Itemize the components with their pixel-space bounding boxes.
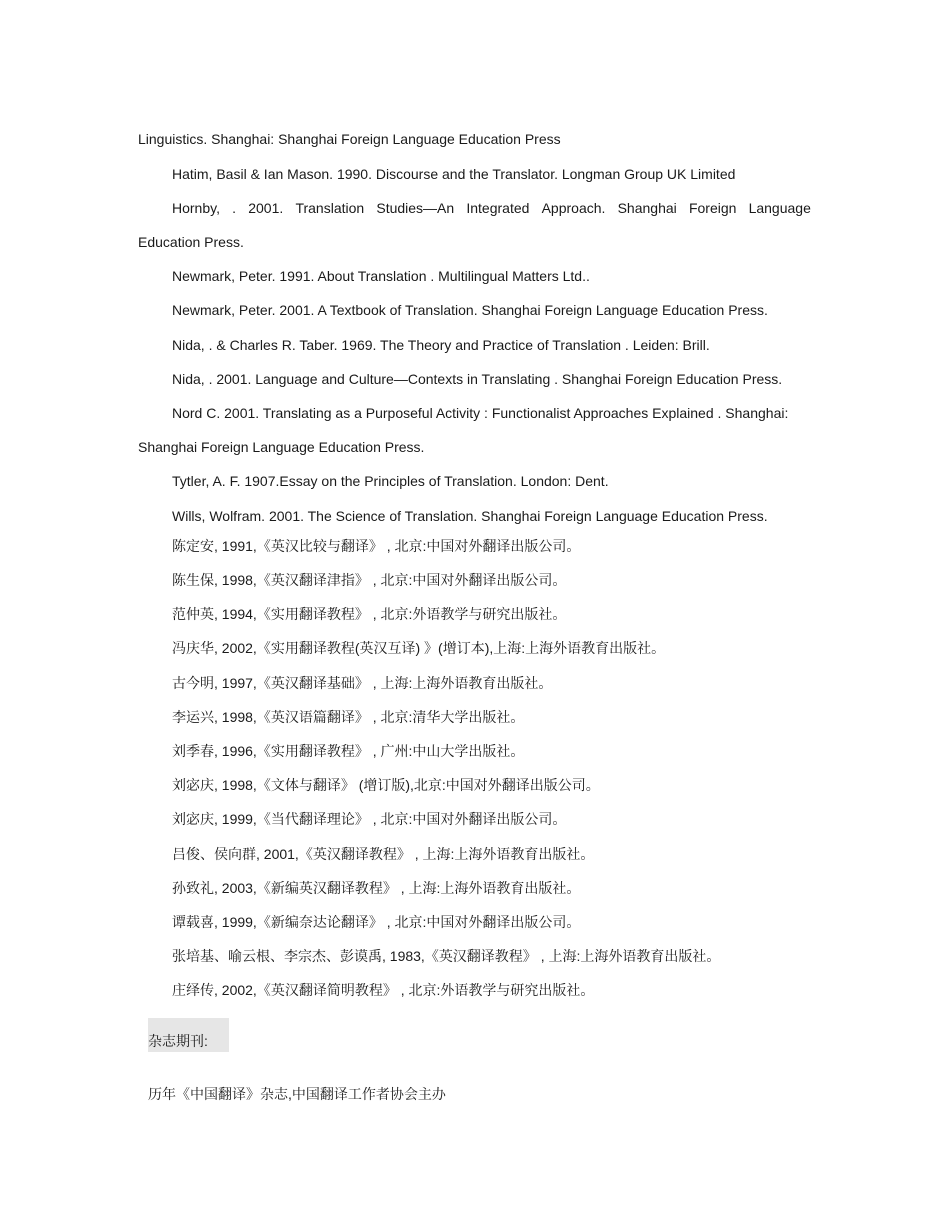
reference-cn-line: 冯庆华, 2002,《实用翻译教程(英汉互译) 》(增订本),上海:上海外语教育出版社。 — [172, 640, 666, 656]
reference-cn-line: 陈定安, 1991,《英汉比较与翻译》 , 北京:中国对外翻译出版公司。 — [172, 538, 581, 554]
reference-cn-line: 张培基、喻云根、李宗杰、彭谟禹, 1983,《英汉翻译教程》 , 上海:上海外语教育出版社。 — [172, 948, 721, 964]
reference-cn-line: 庄绎传, 2002,《英汉翻译简明教程》 , 北京:外语教学与研究出版社。 — [172, 982, 595, 998]
reference-en-line: Nord C. 2001. Translating as a Purposeful Activity : Functionalist Approaches Explained . Shanghai: — [172, 405, 789, 421]
reference-en-line: Education Press. — [138, 234, 244, 250]
reference-cn-line: 孙致礼, 2003,《新编英汉翻译教程》 , 上海:上海外语教育出版社。 — [172, 880, 581, 896]
reference-cn-line: 刘季春, 1996,《实用翻译教程》 , 广州:中山大学出版社。 — [172, 743, 525, 759]
reference-en-line-justified — [172, 199, 811, 217]
reference-en-line: Newmark, Peter. 2001. A Textbook of Translation. Shanghai Foreign Language Education Press. — [172, 302, 768, 318]
word: Translation — [295, 200, 365, 216]
word: Shanghai — [617, 200, 677, 216]
reference-en-line: Shanghai Foreign Language Education Press. — [138, 439, 425, 455]
reference-en-line: Linguistics. Shanghai: Shanghai Foreign Language Education Press — [138, 131, 561, 147]
journal-entry: 历年《中国翻译》杂志,中国翻译工作者协会主办 — [148, 1086, 446, 1102]
word: Studies—An — [376, 200, 455, 216]
reference-cn-line: 刘宓庆, 1998,《文体与翻译》 (增订版),北京:中国对外翻译出版公司。 — [172, 777, 600, 793]
reference-cn-line: 李运兴, 1998,《英汉语篇翻译》 , 北京:清华大学出版社。 — [172, 709, 525, 725]
reference-en-line: Hatim, Basil & Ian Mason. 1990. Discourse and the Translator. Longman Group UK Limited — [172, 166, 736, 182]
reference-cn-line: 陈生保, 1998,《英汉翻译津指》 , 北京:中国对外翻译出版公司。 — [172, 572, 567, 588]
reference-cn-line: 范仲英, 1994,《实用翻译教程》 , 北京:外语教学与研究出版社。 — [172, 606, 567, 622]
reference-en-line: Tytler, A. F. 1907.Essay on the Principles of Translation. London: Dent. — [172, 473, 609, 489]
word: Hornby, — [172, 200, 220, 216]
word: Integrated — [466, 200, 530, 216]
reference-en-line: Nida, . 2001. Language and Culture—Contexts in Translating . Shanghai Foreign Education Press. — [172, 371, 783, 387]
reference-en-line: Wills, Wolfram. 2001. The Science of Translation. Shanghai Foreign Language Education Press. — [172, 508, 768, 524]
word: Foreign — [688, 200, 737, 216]
reference-cn-line: 谭载喜, 1999,《新编奈达论翻译》 , 北京:中国对外翻译出版公司。 — [172, 914, 581, 930]
reference-cn-line: 刘宓庆, 1999,《当代翻译理论》 , 北京:中国对外翻译出版公司。 — [172, 811, 567, 827]
word: 2001. — [248, 200, 284, 216]
word: Language — [748, 200, 811, 216]
reference-cn-line: 吕俊、侯向群, 2001,《英汉翻译教程》 , 上海:上海外语教育出版社。 — [172, 846, 595, 862]
word: . — [232, 200, 237, 216]
journals-heading: 杂志期刊: — [148, 1018, 229, 1052]
reference-en-line: Newmark, Peter. 1991. About Translation . Multilingual Matters Ltd.. — [172, 268, 590, 284]
word: Approach. — [541, 200, 606, 216]
reference-cn-line: 古今明, 1997,《英汉翻译基础》 , 上海:上海外语教育出版社。 — [172, 675, 553, 691]
reference-en-line: Nida, . & Charles R. Taber. 1969. The Theory and Practice of Translation . Leiden: Brill. — [172, 337, 710, 353]
